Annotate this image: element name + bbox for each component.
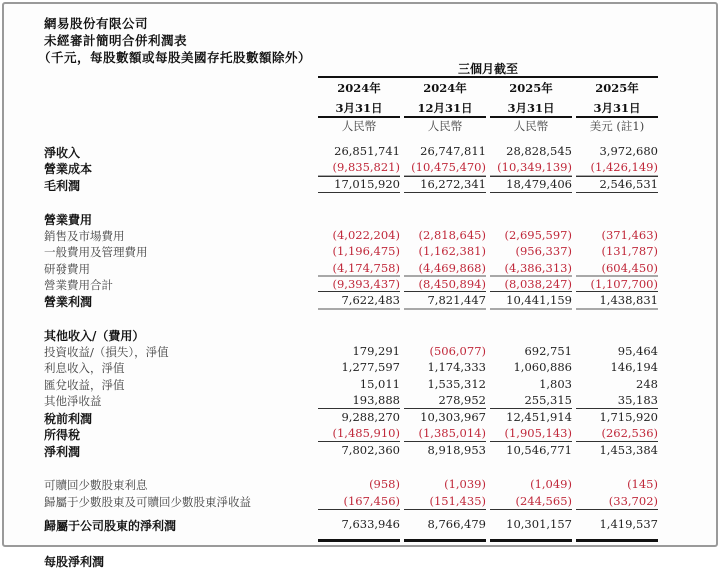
row-label: 匯兌收益，淨值 <box>44 378 125 392</box>
cell-value: (1,107,700) <box>590 277 658 291</box>
cell-value: 8,918,953 <box>427 443 486 457</box>
cell-value: (1,485,910) <box>332 426 400 440</box>
total-rule <box>490 539 572 542</box>
total-rule <box>576 275 658 277</box>
total-rule <box>318 308 400 310</box>
total-rule <box>404 192 486 193</box>
cell-value: 1,453,384 <box>599 443 658 457</box>
cell-value: (1,049) <box>530 477 572 491</box>
column-currency: 人民幣 <box>513 119 549 133</box>
row-label: 其他收入/（費用） <box>44 329 145 343</box>
cell-value: (4,022,204) <box>332 228 400 242</box>
cell-value: 1,277,597 <box>341 360 400 374</box>
cell-value: (8,038,247) <box>504 277 572 291</box>
cell-value: 7,633,946 <box>341 517 400 531</box>
row-label: 淨收入 <box>44 146 81 160</box>
cell-value: (1,039) <box>444 477 486 491</box>
column-year: 2024年 <box>423 81 467 95</box>
cell-value: 255,315 <box>524 393 572 407</box>
row-label: 歸屬于公司股東的淨利潤 <box>44 519 177 533</box>
table-row <box>0 344 724 360</box>
period-header-rule <box>318 76 658 78</box>
cell-value: (8,450,894) <box>418 277 486 291</box>
cell-value: (9,393,437) <box>332 277 400 291</box>
total-rule <box>318 291 400 292</box>
cell-value: 1,419,537 <box>599 517 658 531</box>
total-rule <box>490 408 572 409</box>
total-rule <box>576 308 658 310</box>
total-rule <box>318 408 400 409</box>
row-label: 歸屬于少數股東及可贖回少數股東淨收益 <box>44 495 251 509</box>
cell-value: 179,291 <box>352 344 400 358</box>
table-row <box>0 410 724 426</box>
table-row <box>0 426 724 442</box>
row-label: 其他淨收益 <box>44 394 102 408</box>
total-rule <box>490 441 572 442</box>
cell-value: (1,162,381) <box>418 244 486 258</box>
cell-value: 278,952 <box>438 393 486 407</box>
table-row <box>0 360 724 376</box>
total-rule <box>404 275 486 277</box>
row-label: 營業費用 <box>44 213 93 227</box>
cell-value: (956,337) <box>515 244 572 258</box>
total-rule <box>404 308 486 310</box>
cell-value: 8,766,479 <box>427 517 486 531</box>
cell-value: 1,174,333 <box>427 360 486 374</box>
row-label: 研發費用 <box>44 262 90 276</box>
statement-title: 未經審計簡明合併利潤表 <box>44 33 188 48</box>
cell-value: (244,565) <box>515 494 572 508</box>
cell-value: (151,435) <box>429 494 486 508</box>
table-row <box>0 477 724 493</box>
cell-value: 1,060,886 <box>513 360 572 374</box>
cell-value: 1,535,312 <box>427 377 486 391</box>
column-currency: 人民幣 <box>341 119 377 133</box>
row-label: 營業利潤 <box>44 295 93 309</box>
total-rule <box>318 539 400 542</box>
column-currency: 美元 (註1) <box>589 119 645 133</box>
row-label: 營業費用合計 <box>44 278 113 292</box>
row-label: 營業成本 <box>44 162 93 176</box>
cell-value: 17,015,920 <box>334 177 400 191</box>
cell-value: 7,622,483 <box>341 293 400 307</box>
total-rule <box>490 192 572 193</box>
column-year: 2025年 <box>595 81 639 95</box>
cell-value: 1,715,920 <box>599 410 658 424</box>
cell-value: 28,828,545 <box>506 144 572 158</box>
total-rule <box>404 408 486 409</box>
cell-value: 692,751 <box>524 344 572 358</box>
table-row <box>0 327 724 343</box>
cell-value: 12,451,914 <box>506 410 572 424</box>
cell-value: (958) <box>369 477 400 491</box>
cell-value: 146,194 <box>610 360 658 374</box>
table-row <box>0 393 724 409</box>
table-row <box>0 228 724 244</box>
table-row <box>0 160 724 176</box>
cell-value: (1,426,149) <box>590 160 658 174</box>
cell-value: (10,349,139) <box>497 160 572 174</box>
cell-value: 193,888 <box>352 393 400 407</box>
cell-value: 18,479,406 <box>506 177 572 191</box>
cell-value: 35,183 <box>617 393 658 407</box>
cell-value: 1,438,831 <box>599 293 658 307</box>
cell-value: 9,288,270 <box>341 410 400 424</box>
cell-value: 26,747,811 <box>420 144 486 158</box>
cell-value: (10,475,470) <box>411 160 486 174</box>
cell-value: (2,695,597) <box>504 228 572 242</box>
row-label: 稅前利潤 <box>44 412 93 426</box>
cell-value: (262,536) <box>601 426 658 440</box>
table-row <box>0 494 724 510</box>
total-rule <box>318 275 400 277</box>
total-rule <box>490 275 572 277</box>
total-rule <box>404 509 486 510</box>
row-label: 所得稅 <box>44 428 81 442</box>
total-rule <box>490 509 572 510</box>
table-row <box>0 211 724 227</box>
total-rule <box>404 441 486 442</box>
total-rule <box>576 176 658 177</box>
table-row <box>0 293 724 309</box>
total-rule <box>576 291 658 292</box>
cell-value: (1,196,475) <box>332 244 400 258</box>
total-rule <box>576 192 658 193</box>
total-rule <box>490 291 572 292</box>
period-header: 三個月截至 <box>457 62 518 76</box>
table-row <box>0 377 724 393</box>
table-row <box>0 443 724 459</box>
cell-value: 15,011 <box>359 377 400 391</box>
column-date: 12月31日 <box>417 101 473 115</box>
cell-value: (9,835,821) <box>332 160 400 174</box>
cell-value: 95,464 <box>617 344 658 358</box>
total-rule <box>576 539 658 542</box>
cell-value: (4,174,758) <box>332 261 400 275</box>
cell-value: 248 <box>636 377 658 391</box>
cell-value: 10,303,967 <box>420 410 486 424</box>
total-rule <box>576 441 658 442</box>
cell-value: 2,546,531 <box>599 177 658 191</box>
column-date: 3月31日 <box>507 101 555 115</box>
cell-value: (145) <box>627 477 658 491</box>
total-rule <box>318 509 400 510</box>
row-label: 利息收入，淨值 <box>44 361 125 375</box>
cell-value: (1,385,014) <box>418 426 486 440</box>
table-row <box>0 244 724 260</box>
cell-value: 26,851,741 <box>334 144 400 158</box>
row-label: 投資收益/（損失），淨值 <box>44 345 169 359</box>
cell-value: 7,821,447 <box>427 293 486 307</box>
total-rule <box>404 539 486 542</box>
total-rule <box>318 176 400 177</box>
cell-value: 16,272,341 <box>420 177 486 191</box>
cell-value: (33,702) <box>608 494 658 508</box>
row-label: 銷售及市場費用 <box>44 229 125 243</box>
cell-value: 3,972,680 <box>599 144 658 158</box>
total-rule <box>404 291 486 292</box>
cell-value: 10,301,157 <box>506 517 572 531</box>
column-year: 2024年 <box>337 81 381 95</box>
company-name: 網易股份有限公司 <box>44 16 149 31</box>
cell-value: 1,803 <box>539 377 572 391</box>
total-rule <box>490 176 572 177</box>
cell-value: (2,818,645) <box>418 228 486 242</box>
cell-value: 7,802,360 <box>341 443 400 457</box>
column-date: 3月31日 <box>593 101 641 115</box>
row-label: 毛利潤 <box>44 179 81 193</box>
total-rule <box>318 192 400 193</box>
table-row <box>0 144 724 160</box>
cell-value: (1,905,143) <box>504 426 572 440</box>
table-row <box>0 177 724 193</box>
cell-value: (167,456) <box>343 494 400 508</box>
table-row <box>0 517 724 533</box>
cell-value: (604,450) <box>601 261 658 275</box>
cell-value: (4,469,868) <box>418 261 486 275</box>
total-rule <box>576 509 658 510</box>
total-rule <box>404 176 486 177</box>
units-note: （千元，每股數額或每股美國存托股數額除外） <box>38 50 312 65</box>
cell-value: (371,463) <box>601 228 658 242</box>
column-currency: 人民幣 <box>427 119 463 133</box>
total-rule <box>318 441 400 442</box>
row-label: 淨利潤 <box>44 445 81 459</box>
column-date: 3月31日 <box>335 101 383 115</box>
cut-off-heading: 每股淨利潤 <box>44 555 105 569</box>
row-label: 可贖回少數股東利息 <box>44 478 148 492</box>
row-label: 一般費用及管理費用 <box>44 245 148 259</box>
cell-value: (4,386,313) <box>504 261 572 275</box>
cell-value: (131,787) <box>601 244 658 258</box>
cell-value: (506,077) <box>429 344 486 358</box>
total-rule <box>576 408 658 409</box>
column-year: 2025年 <box>509 81 553 95</box>
total-rule <box>490 308 572 310</box>
cell-value: 10,546,771 <box>506 443 572 457</box>
cell-value: 10,441,159 <box>506 293 572 307</box>
